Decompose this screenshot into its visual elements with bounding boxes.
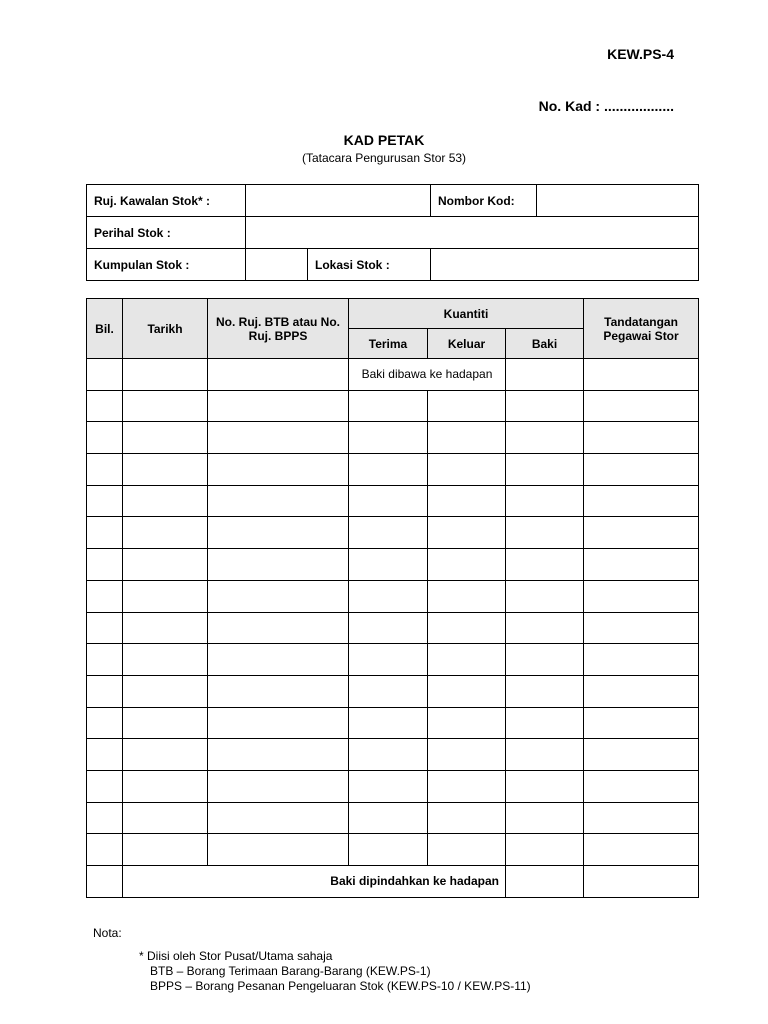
table-cell[interactable] bbox=[87, 802, 123, 834]
table-cell[interactable] bbox=[123, 454, 208, 486]
table-cell[interactable] bbox=[87, 707, 123, 739]
table-cell[interactable] bbox=[208, 485, 349, 517]
table-cell[interactable] bbox=[123, 770, 208, 802]
table-cell[interactable] bbox=[87, 422, 123, 454]
table-cell[interactable] bbox=[584, 802, 699, 834]
table-cell[interactable] bbox=[123, 675, 208, 707]
table-cell[interactable] bbox=[208, 517, 349, 549]
stock-group-label: Kumpulan Stok : bbox=[87, 249, 246, 281]
table-cell[interactable] bbox=[208, 612, 349, 644]
table-cell[interactable] bbox=[428, 517, 506, 549]
table-cell[interactable] bbox=[349, 707, 428, 739]
table-cell[interactable] bbox=[87, 739, 123, 771]
table-cell[interactable] bbox=[123, 390, 208, 422]
table-cell[interactable] bbox=[506, 644, 584, 676]
table-cell[interactable] bbox=[428, 644, 506, 676]
table-row bbox=[87, 644, 699, 676]
form-code: KEW.PS-4 bbox=[607, 46, 674, 62]
table-row bbox=[87, 802, 699, 834]
table-cell[interactable] bbox=[123, 644, 208, 676]
col-header-receive: Terima bbox=[349, 329, 428, 359]
stock-subject-label: Perihal Stok : bbox=[87, 217, 246, 249]
table-cell[interactable] bbox=[428, 390, 506, 422]
table-row bbox=[87, 834, 699, 866]
table-cell[interactable] bbox=[349, 739, 428, 771]
table-cell[interactable] bbox=[584, 866, 699, 898]
table-cell[interactable] bbox=[123, 517, 208, 549]
table-cell[interactable] bbox=[208, 644, 349, 676]
col-header-balance: Baki bbox=[506, 329, 584, 359]
table-cell[interactable] bbox=[87, 517, 123, 549]
table-cell[interactable] bbox=[349, 517, 428, 549]
table-cell[interactable] bbox=[428, 675, 506, 707]
table-cell[interactable] bbox=[428, 770, 506, 802]
table-row bbox=[87, 739, 699, 771]
table-cell[interactable] bbox=[506, 770, 584, 802]
table-cell[interactable] bbox=[208, 549, 349, 581]
table-cell[interactable] bbox=[349, 549, 428, 581]
table-cell[interactable] bbox=[584, 675, 699, 707]
table-cell[interactable] bbox=[349, 834, 428, 866]
table-cell[interactable] bbox=[208, 707, 349, 739]
table-cell[interactable] bbox=[349, 770, 428, 802]
table-cell[interactable] bbox=[428, 485, 506, 517]
stock-info-row bbox=[87, 249, 699, 281]
page-title: KAD PETAK bbox=[343, 132, 425, 148]
table-cell[interactable] bbox=[584, 770, 699, 802]
ledger-table bbox=[86, 298, 699, 898]
notes-title: Nota: bbox=[93, 926, 122, 940]
stock-subject-field[interactable] bbox=[246, 217, 699, 249]
table-cell[interactable] bbox=[123, 834, 208, 866]
table-cell[interactable] bbox=[349, 485, 428, 517]
table-cell[interactable] bbox=[123, 612, 208, 644]
table-cell[interactable] bbox=[349, 580, 428, 612]
table-cell[interactable] bbox=[208, 390, 349, 422]
carried-forward-row bbox=[87, 866, 699, 898]
col-header-tarikh: Tarikh bbox=[123, 299, 208, 359]
table-cell[interactable] bbox=[349, 612, 428, 644]
table-cell[interactable] bbox=[349, 644, 428, 676]
table-cell[interactable] bbox=[428, 834, 506, 866]
table-cell[interactable] bbox=[506, 612, 584, 644]
table-cell[interactable] bbox=[584, 485, 699, 517]
table-cell[interactable] bbox=[584, 454, 699, 486]
stock-control-ref-label: Ruj. Kawalan Stok* : bbox=[87, 185, 246, 217]
stock-info-table bbox=[86, 184, 699, 281]
col-header-bil: Bil. bbox=[87, 299, 123, 359]
brought-forward-row bbox=[87, 359, 699, 391]
table-cell[interactable] bbox=[506, 580, 584, 612]
table-cell[interactable] bbox=[506, 422, 584, 454]
table-cell[interactable] bbox=[123, 422, 208, 454]
table-cell[interactable] bbox=[349, 390, 428, 422]
table-cell[interactable] bbox=[584, 707, 699, 739]
card-number: No. Kad : .................. bbox=[538, 98, 674, 114]
table-cell[interactable] bbox=[208, 359, 349, 391]
stock-location-label: Lokasi Stok : bbox=[308, 249, 431, 281]
stock-control-ref-field[interactable] bbox=[246, 185, 431, 217]
code-number-label: Nombor Kod: bbox=[431, 185, 537, 217]
table-cell[interactable] bbox=[349, 802, 428, 834]
table-cell[interactable] bbox=[87, 770, 123, 802]
table-cell[interactable] bbox=[506, 454, 584, 486]
table-cell[interactable] bbox=[123, 485, 208, 517]
table-cell[interactable] bbox=[506, 834, 584, 866]
table-cell[interactable] bbox=[506, 390, 584, 422]
table-cell[interactable] bbox=[87, 612, 123, 644]
table-cell[interactable] bbox=[584, 549, 699, 581]
brought-forward-label: Baki dibawa ke hadapan bbox=[349, 359, 506, 391]
stock-group-field[interactable] bbox=[246, 249, 308, 281]
table-cell[interactable] bbox=[584, 739, 699, 771]
table-row bbox=[87, 454, 699, 486]
note-line: * Diisi oleh Stor Pusat/Utama sahaja bbox=[139, 949, 333, 963]
stock-info-row bbox=[87, 185, 699, 217]
table-row bbox=[87, 612, 699, 644]
table-cell[interactable] bbox=[87, 359, 123, 391]
table-row bbox=[87, 485, 699, 517]
table-cell[interactable] bbox=[87, 485, 123, 517]
table-cell[interactable] bbox=[123, 580, 208, 612]
carried-forward-balance-cell[interactable] bbox=[506, 866, 584, 898]
brought-forward-balance-cell[interactable] bbox=[506, 359, 584, 391]
table-cell[interactable] bbox=[123, 802, 208, 834]
table-row bbox=[87, 390, 699, 422]
table-cell[interactable] bbox=[208, 739, 349, 771]
table-cell[interactable] bbox=[208, 675, 349, 707]
table-row bbox=[87, 517, 699, 549]
notes-section bbox=[93, 926, 531, 994]
table-row bbox=[87, 549, 699, 581]
table-cell[interactable] bbox=[349, 675, 428, 707]
table-cell[interactable] bbox=[208, 580, 349, 612]
table-row bbox=[87, 770, 699, 802]
table-cell[interactable] bbox=[87, 675, 123, 707]
table-row bbox=[87, 675, 699, 707]
table-cell[interactable] bbox=[123, 359, 208, 391]
table-row bbox=[87, 707, 699, 739]
page-subtitle: (Tatacara Pengurusan Stor 53) bbox=[301, 151, 467, 165]
table-cell[interactable] bbox=[506, 675, 584, 707]
table-cell[interactable] bbox=[87, 644, 123, 676]
table-cell[interactable] bbox=[87, 866, 123, 898]
table-cell[interactable] bbox=[123, 739, 208, 771]
table-cell[interactable] bbox=[87, 390, 123, 422]
table-cell[interactable] bbox=[584, 359, 699, 391]
table-cell[interactable] bbox=[87, 834, 123, 866]
table-cell[interactable] bbox=[584, 390, 699, 422]
col-header-ref: No. Ruj. BTB atau No. Ruj. BPPS bbox=[208, 299, 349, 359]
table-cell[interactable] bbox=[208, 802, 349, 834]
table-cell[interactable] bbox=[87, 549, 123, 581]
table-cell[interactable] bbox=[428, 707, 506, 739]
table-cell[interactable] bbox=[123, 707, 208, 739]
note-line: BTB – Borang Terimaan Barang-Barang (KEW.PS-1) bbox=[150, 964, 431, 978]
table-row bbox=[87, 422, 699, 454]
table-cell[interactable] bbox=[87, 454, 123, 486]
table-cell[interactable] bbox=[428, 802, 506, 834]
table-cell[interactable] bbox=[208, 770, 349, 802]
ledger-header-row bbox=[87, 299, 699, 329]
table-cell[interactable] bbox=[428, 739, 506, 771]
table-cell[interactable] bbox=[428, 612, 506, 644]
table-cell[interactable] bbox=[208, 454, 349, 486]
table-cell[interactable] bbox=[87, 580, 123, 612]
table-cell[interactable] bbox=[506, 517, 584, 549]
table-cell[interactable] bbox=[584, 612, 699, 644]
table-cell[interactable] bbox=[208, 422, 349, 454]
table-cell[interactable] bbox=[349, 454, 428, 486]
table-row bbox=[87, 580, 699, 612]
table-cell[interactable] bbox=[428, 549, 506, 581]
col-header-quantity: Kuantiti bbox=[349, 299, 584, 329]
table-cell[interactable] bbox=[506, 739, 584, 771]
table-cell[interactable] bbox=[584, 422, 699, 454]
note-line: BPPS – Borang Pesanan Pengeluaran Stok (KEW.PS-10 / KEW.PS-11) bbox=[150, 979, 531, 993]
stock-location-field[interactable] bbox=[431, 249, 699, 281]
table-cell[interactable] bbox=[584, 517, 699, 549]
col-header-issue: Keluar bbox=[428, 329, 506, 359]
table-cell[interactable] bbox=[349, 422, 428, 454]
table-cell[interactable] bbox=[506, 707, 584, 739]
table-cell[interactable] bbox=[428, 422, 506, 454]
table-cell[interactable] bbox=[506, 485, 584, 517]
table-cell[interactable] bbox=[506, 802, 584, 834]
table-cell[interactable] bbox=[208, 834, 349, 866]
table-cell[interactable] bbox=[428, 454, 506, 486]
table-cell[interactable] bbox=[123, 549, 208, 581]
table-cell[interactable] bbox=[428, 580, 506, 612]
table-cell[interactable] bbox=[584, 834, 699, 866]
table-cell[interactable] bbox=[506, 549, 584, 581]
table-cell[interactable] bbox=[584, 644, 699, 676]
col-header-signature: Tandatangan Pegawai Stor bbox=[584, 299, 699, 359]
carried-forward-label: Baki dipindahkan ke hadapan bbox=[123, 866, 506, 898]
code-number-field[interactable] bbox=[537, 185, 699, 217]
table-cell[interactable] bbox=[584, 580, 699, 612]
stock-info-row bbox=[87, 217, 699, 249]
